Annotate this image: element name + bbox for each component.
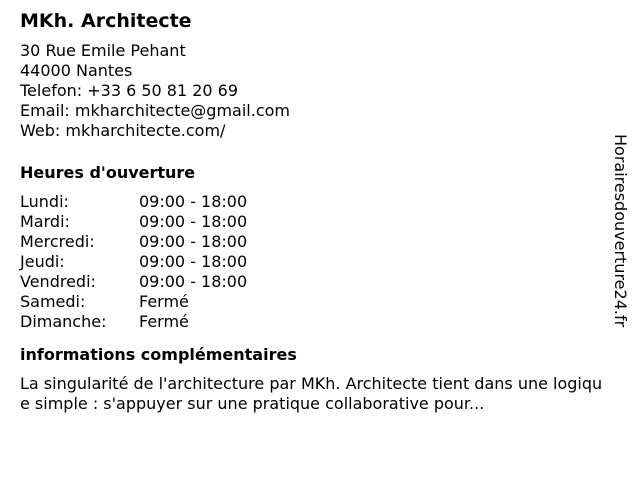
contact-block — [20, 41, 610, 141]
day-hours: 09:00 - 18:00 — [139, 232, 248, 251]
day-hours: 09:00 - 18:00 — [139, 252, 248, 271]
business-name: MKh. Architecte — [20, 10, 192, 32]
hours-row-saturday — [20, 292, 247, 312]
hours-row-monday — [20, 192, 247, 212]
day-label: Jeudi: — [20, 252, 65, 271]
day-label: Mardi: — [20, 212, 70, 231]
info-heading: informations complémentaires — [20, 345, 297, 364]
info-description: La singularité de l'architecture par MKh. Architecte tient dans une logique simple : s'appuyer sur une pratique collaborative pour... — [20, 374, 603, 413]
site-credit: Horairesdouverture24.fr — [611, 134, 630, 328]
day-hours: Fermé — [139, 312, 189, 331]
day-hours: 09:00 - 18:00 — [139, 212, 248, 231]
day-label: Dimanche: — [20, 312, 107, 331]
hours-heading: Heures d'ouverture — [20, 163, 196, 182]
hours-row-friday — [20, 272, 247, 292]
day-hours: 09:00 - 18:00 — [139, 192, 248, 211]
day-hours: Fermé — [139, 292, 189, 311]
day-label: Lundi: — [20, 192, 69, 211]
day-label: Mercredi: — [20, 232, 95, 251]
hours-row-wednesday — [20, 232, 247, 252]
hours-row-thursday — [20, 252, 247, 272]
address-city: 44000 Nantes — [20, 61, 133, 80]
day-label: Samedi: — [20, 292, 86, 311]
hours-table — [20, 192, 247, 332]
address-street: 30 Rue Emile Pehant — [20, 41, 186, 60]
web-line: Web: mkharchitecte.com/ — [20, 121, 226, 140]
hours-row-tuesday — [20, 212, 247, 232]
day-label: Vendredi: — [20, 272, 96, 291]
hours-row-sunday — [20, 312, 247, 332]
day-hours: 09:00 - 18:00 — [139, 272, 248, 291]
phone-line: Telefon: +33 6 50 81 20 69 — [20, 81, 239, 100]
business-card — [20, 0, 610, 414]
email-line: Email: mkharchitecte@gmail.com — [20, 101, 290, 120]
